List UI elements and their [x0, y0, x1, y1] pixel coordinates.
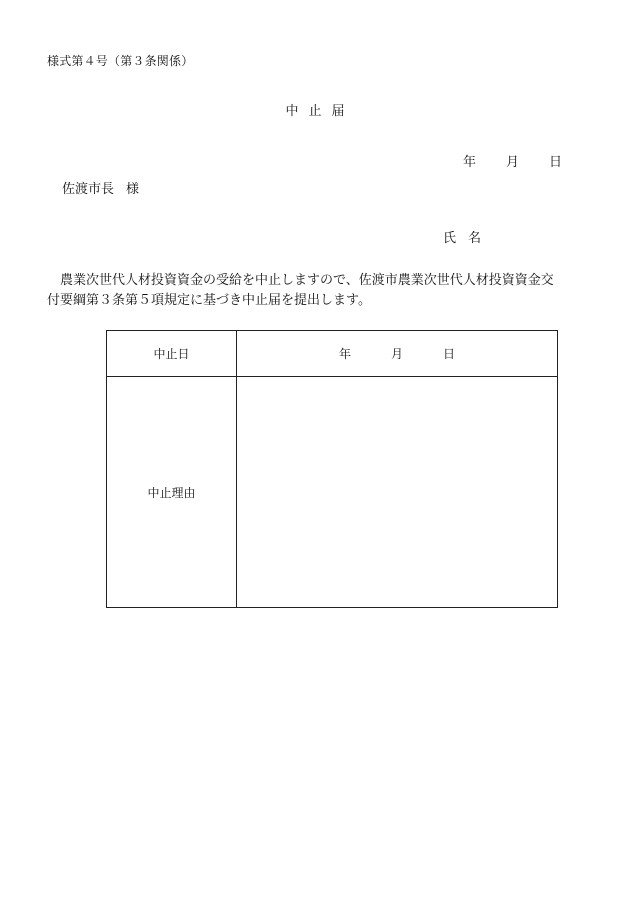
body-text — [47, 271, 583, 311]
date-month-label: 月 — [506, 155, 520, 170]
form-number: 様式第４号（第３条関係） — [47, 54, 194, 68]
suspension-date-label: 中止日 — [107, 331, 237, 377]
name-label-1: 氏 — [443, 231, 457, 246]
body-line-2: 付要綱第３条第５項規定に基づき中止届を提出します。 — [47, 293, 371, 308]
suspension-month-label: 月 — [390, 347, 403, 361]
table-row — [107, 331, 558, 377]
addressee — [62, 178, 139, 197]
addressee-name: 佐渡市長 — [62, 182, 115, 197]
suspension-day-label: 日 — [443, 347, 456, 361]
suspension-reason-field[interactable] — [237, 377, 558, 608]
table-row — [107, 377, 558, 608]
suspension-reason-label: 中止理由 — [107, 377, 237, 608]
addressee-honorific: 様 — [126, 182, 140, 197]
applicant-name-label — [443, 227, 481, 246]
suspension-table — [106, 330, 558, 608]
submission-date — [463, 151, 562, 170]
date-day-label: 日 — [549, 155, 563, 170]
document-title: 中止届 — [285, 104, 355, 119]
suspension-date-field[interactable] — [237, 331, 558, 377]
body-line-1: 農業次世代人材投資資金の受給を中止しますので、佐渡市農業次世代人材投資資金交 — [60, 273, 554, 288]
date-year-label: 年 — [463, 155, 477, 170]
name-label-2: 名 — [468, 231, 482, 246]
suspension-year-label: 年 — [338, 347, 351, 361]
